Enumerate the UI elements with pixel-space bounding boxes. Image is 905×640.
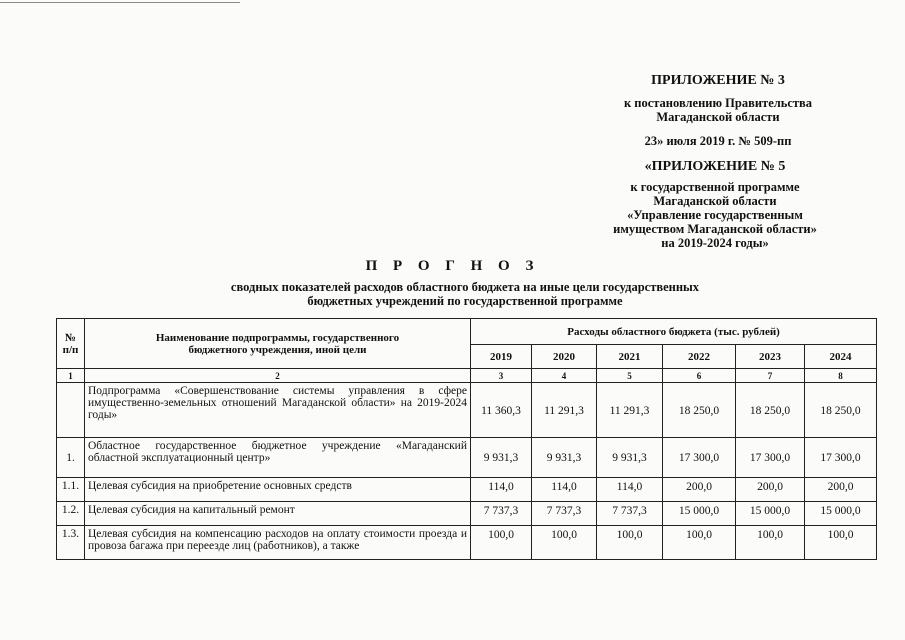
row-value: 7 737,3 bbox=[597, 502, 663, 526]
row-name: Подпрограмма «Совершенствование системы управления в сфере имущественно-земельных отношений Магаданской области» на 2019-2024 годы» bbox=[85, 383, 471, 438]
appendix-3-title: ПРИЛОЖЕНИЕ № 3 bbox=[651, 73, 785, 88]
header-year: 2021 bbox=[597, 345, 663, 369]
row-value: 200,0 bbox=[805, 478, 877, 502]
table-body bbox=[57, 383, 877, 560]
document-title: П Р О Г Н О З bbox=[365, 258, 540, 274]
appendix-5-title: «ПРИЛОЖЕНИЕ № 5 bbox=[644, 159, 786, 174]
row-value: 100,0 bbox=[532, 526, 597, 560]
row-value: 7 737,3 bbox=[471, 502, 532, 526]
header-expenses: Расходы областного бюджета (тыс. рублей) bbox=[471, 319, 877, 345]
row-value: 7 737,3 bbox=[532, 502, 597, 526]
row-value: 15 000,0 bbox=[663, 502, 736, 526]
column-index: 8 bbox=[805, 369, 877, 383]
column-index: 4 bbox=[532, 369, 597, 383]
table-row bbox=[57, 383, 877, 438]
appendix-5-line3: «Управление государственным bbox=[627, 208, 803, 222]
table-row bbox=[57, 526, 877, 560]
row-name: Целевая субсидия на капитальный ремонт bbox=[85, 502, 471, 526]
row-value: 18 250,0 bbox=[663, 383, 736, 438]
appendix-3-line1: к постановлению Правительства bbox=[623, 96, 813, 110]
row-value: 11 291,3 bbox=[597, 383, 663, 438]
forecast-table bbox=[56, 318, 877, 560]
row-value: 114,0 bbox=[532, 478, 597, 502]
column-index-row bbox=[57, 369, 877, 383]
header-year: 2023 bbox=[736, 345, 805, 369]
appendix-3-line2: Магаданской области bbox=[656, 110, 780, 124]
header-name: Наименование подпрограммы, государственного бюджетного учреждения, иной цели bbox=[85, 319, 471, 369]
row-value: 15 000,0 bbox=[736, 502, 805, 526]
row-value: 18 250,0 bbox=[736, 383, 805, 438]
appendix-5-line4: имуществом Магаданской области» bbox=[613, 222, 817, 236]
subtitle-line-2: бюджетных учреждений по государственной программе bbox=[307, 294, 623, 308]
row-value: 17 300,0 bbox=[663, 438, 736, 478]
appendix-5-line1: к государственной программе bbox=[630, 180, 800, 194]
row-value: 100,0 bbox=[663, 526, 736, 560]
header-year: 2019 bbox=[471, 345, 532, 369]
row-value: 9 931,3 bbox=[471, 438, 532, 478]
row-value: 100,0 bbox=[805, 526, 877, 560]
column-index: 5 bbox=[597, 369, 663, 383]
column-index: 6 bbox=[663, 369, 736, 383]
row-value: 100,0 bbox=[471, 526, 532, 560]
column-index: 1 bbox=[57, 369, 85, 383]
row-number: 1. bbox=[57, 438, 85, 478]
column-index: 7 bbox=[736, 369, 805, 383]
row-value: 9 931,3 bbox=[532, 438, 597, 478]
appendix-5-block bbox=[590, 160, 840, 250]
header-year: 2022 bbox=[663, 345, 736, 369]
row-value: 200,0 bbox=[663, 478, 736, 502]
header-number: № п/п bbox=[57, 319, 85, 369]
appendix-3-block bbox=[598, 74, 838, 148]
row-number: 1.1. bbox=[57, 478, 85, 502]
row-value: 18 250,0 bbox=[805, 383, 877, 438]
row-value: 17 300,0 bbox=[736, 438, 805, 478]
row-name: Областное государственное бюджетное учреждение «Магаданский областной эксплуатационный центр» bbox=[85, 438, 471, 478]
row-value: 114,0 bbox=[597, 478, 663, 502]
header-year: 2024 bbox=[805, 345, 877, 369]
row-value: 9 931,3 bbox=[597, 438, 663, 478]
header-year: 2020 bbox=[532, 345, 597, 369]
row-value: 11 291,3 bbox=[532, 383, 597, 438]
row-value: 11 360,3 bbox=[471, 383, 532, 438]
row-number: 1.3. bbox=[57, 526, 85, 560]
row-number: 1.2. bbox=[57, 502, 85, 526]
row-value: 100,0 bbox=[597, 526, 663, 560]
row-number bbox=[57, 383, 85, 438]
scan-edge-line bbox=[0, 2, 240, 3]
row-value: 100,0 bbox=[736, 526, 805, 560]
subtitle-line-1: сводных показателей расходов областного бюджета на иные цели государственных bbox=[230, 280, 700, 294]
table-row bbox=[57, 438, 877, 478]
table-row bbox=[57, 478, 877, 502]
row-value: 17 300,0 bbox=[805, 438, 877, 478]
row-value: 15 000,0 bbox=[805, 502, 877, 526]
column-index: 2 bbox=[85, 369, 471, 383]
column-index: 3 bbox=[471, 369, 532, 383]
row-value: 114,0 bbox=[471, 478, 532, 502]
document-subtitle bbox=[150, 280, 780, 308]
appendix-5-line5: на 2019-2024 годы» bbox=[661, 236, 769, 250]
appendix-3-date: 23» июля 2019 г. № 509-пп bbox=[644, 134, 792, 148]
appendix-5-line2: Магаданской области bbox=[653, 194, 777, 208]
row-name: Целевая субсидия на компенсацию расходов на оплату стоимости проезда и провоза багажа при переезде лиц (работников), а также bbox=[85, 526, 471, 560]
row-value: 200,0 bbox=[736, 478, 805, 502]
table-row bbox=[57, 502, 877, 526]
row-name: Целевая субсидия на приобретение основных средств bbox=[85, 478, 471, 502]
